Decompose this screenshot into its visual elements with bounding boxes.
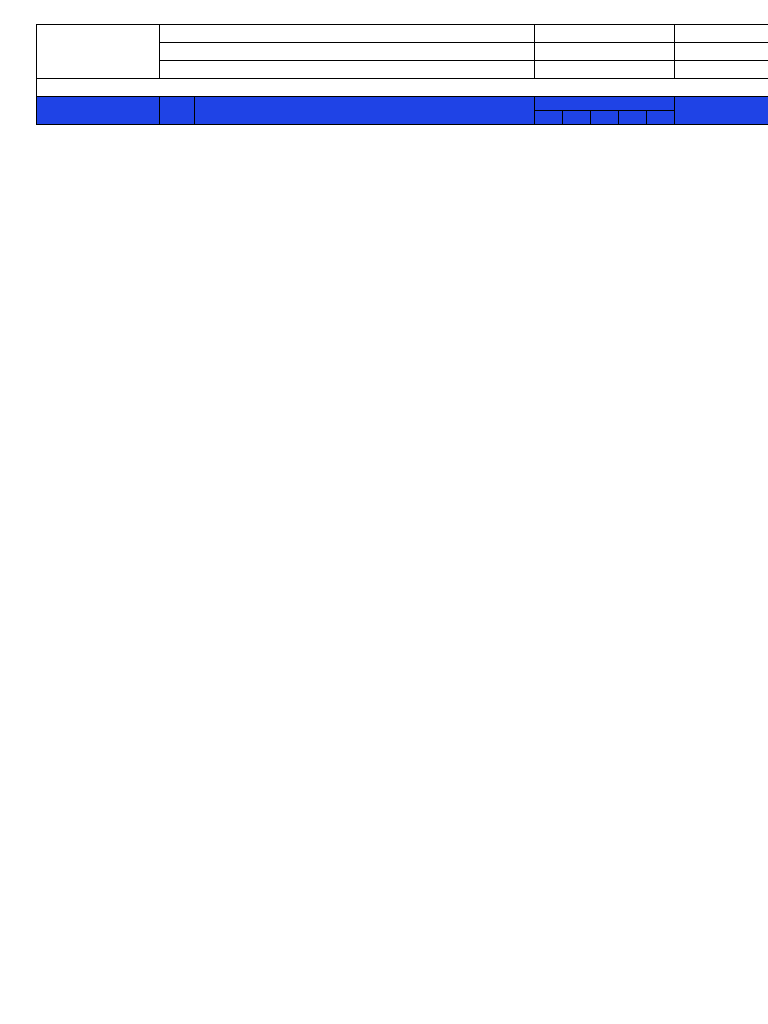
col-rating-2: [619, 111, 647, 125]
audited-area-value: [535, 61, 675, 79]
col-rating-5: [535, 111, 563, 125]
col-rating-3: [591, 111, 619, 125]
col-rating-4: [563, 111, 591, 125]
audited-date-row: [37, 25, 768, 43]
audit-sheet-top: [36, 24, 768, 125]
sheet-title: [37, 79, 768, 97]
col-sno: [160, 97, 195, 125]
col-rating-1: [647, 111, 675, 125]
col-rating: [535, 97, 675, 111]
audited-area-label: [160, 61, 535, 79]
column-header-row: [37, 97, 768, 111]
audited-date-label: [160, 25, 535, 43]
sheet-title-row: [37, 79, 768, 97]
audited-date-value: [535, 25, 675, 43]
col-step: [37, 97, 160, 125]
col-item: [195, 97, 535, 125]
